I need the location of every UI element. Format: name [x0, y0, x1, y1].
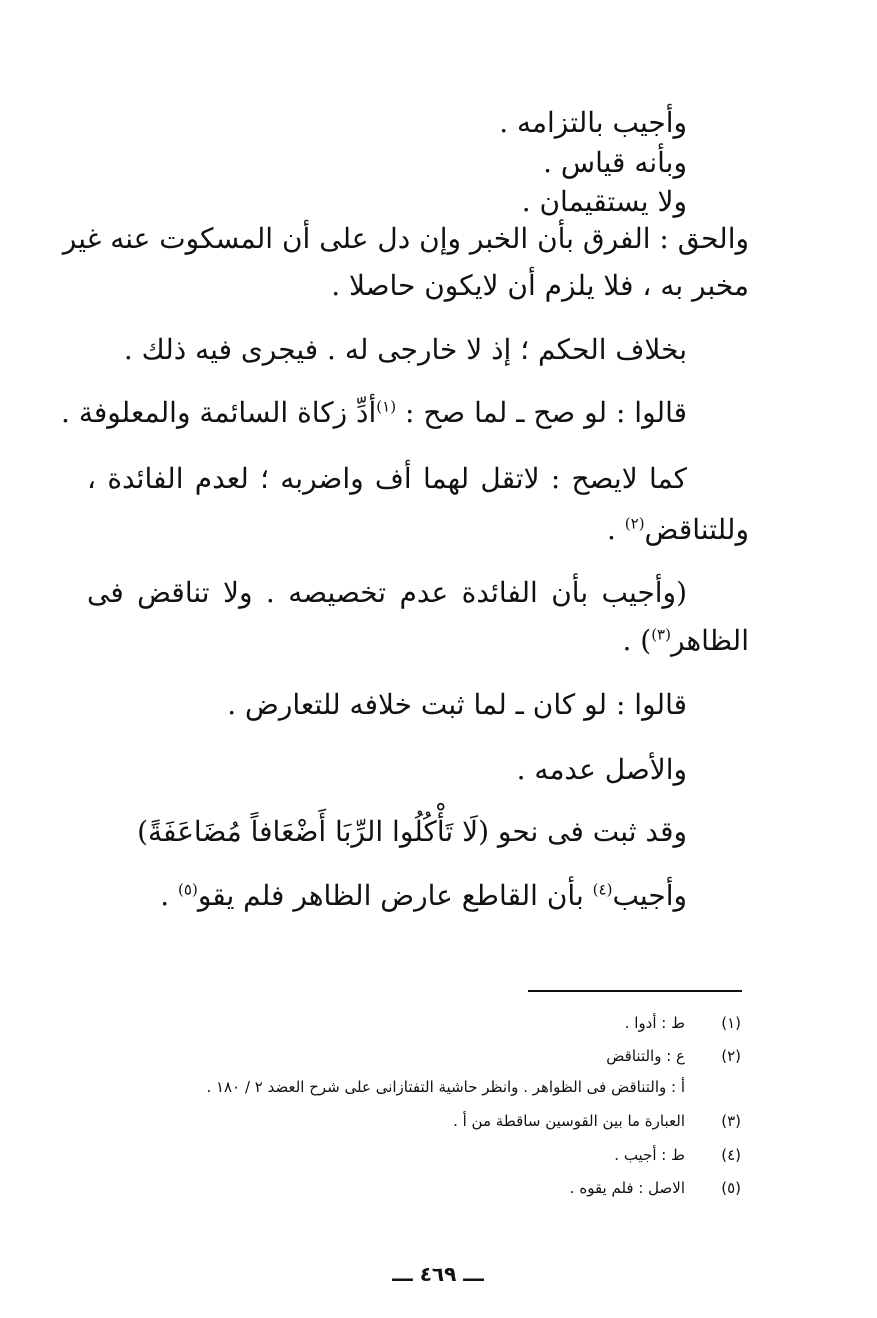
- text-segment: قالوا : لو صح ـ لما صح :: [404, 396, 687, 429]
- text-line: والحق : الفرق بأن الخبر وإن دل على أن المسكوت عنه غير: [62, 222, 749, 255]
- footnote: [141, 1012, 741, 1034]
- footnote-text: أ : والتناقض فى الظواهر . وانظر حاشية التفتازانى على شرح العضد ٢ / ١٨٠ .: [206, 1078, 685, 1096]
- footnote: [141, 1045, 741, 1067]
- text-line: (وأجيب بأن الفائدة عدم تخصيصه . ولا تناقض فى: [87, 576, 687, 609]
- footnote-text: الاصل : فلم يقوه .: [569, 1179, 685, 1197]
- text-line: كما لايصح : لاتقل لهما أف واضربه ؛ لعدم الفائدة ،: [87, 462, 687, 495]
- footnote: [141, 1144, 741, 1166]
- footnote-number: (١): [721, 1014, 741, 1032]
- text-line: [61, 393, 687, 433]
- footnote: [141, 1110, 741, 1132]
- text-segment: وأجيب: [612, 879, 687, 912]
- text-line: [607, 510, 749, 550]
- text-segment: بأن القاطع عارض الظاهر فلم يقو: [197, 879, 593, 912]
- footnote-text: ط : أجيب .: [614, 1146, 685, 1164]
- page-number: ـــ ٤٦٩ ـــ: [392, 1262, 484, 1286]
- footnote-text: ع : والتناقض: [606, 1047, 685, 1065]
- footnote: [81, 1076, 741, 1098]
- footnote-number: (٥): [721, 1179, 741, 1197]
- text-segment: وللتناقض: [644, 513, 749, 546]
- text-segment: ) .: [622, 624, 652, 657]
- footnote-separator: [528, 990, 742, 992]
- text-segment: .: [160, 879, 179, 912]
- text-line: بخلاف الحكم ؛ إذ لا خارجى له . فيجرى فيه ذلك .: [123, 333, 687, 366]
- text-line: [160, 876, 687, 916]
- footnote-number: (٤): [721, 1146, 741, 1164]
- footnote: [141, 1177, 741, 1199]
- text-line: وقد ثبت فى نحو (لَا تَأْكُلُوا الرِّبَا أَضْعَافاً مُضَاعَفَةً): [137, 815, 687, 848]
- text-segment: أدِّ زكاة السائمة والمعلوفة .: [61, 396, 377, 429]
- text-line: والأصل عدمه .: [516, 753, 687, 786]
- text-segment: .: [606, 513, 625, 546]
- footnote-number: (٢): [721, 1047, 741, 1065]
- footnote-marker: (٤): [592, 880, 613, 899]
- footnote-marker: (١): [376, 397, 397, 416]
- text-line: مخبر به ، فلا يلزم أن لايكون حاصلا .: [331, 269, 749, 302]
- footnote-marker: (٥): [178, 880, 198, 899]
- text-line: وأجيب بالتزامه .: [499, 106, 687, 139]
- footnote-marker: (٣): [651, 625, 671, 644]
- footnote-number: (٣): [721, 1112, 741, 1130]
- text-line: [622, 621, 749, 661]
- text-line: قالوا : لو كان ـ لما ثبت خلافه للتعارض .: [227, 688, 687, 721]
- footnote-text: ط : أدوا .: [624, 1014, 685, 1032]
- text-line: وبأنه قياس .: [543, 146, 687, 179]
- footnote-marker: (٢): [624, 514, 645, 533]
- text-segment: الظاهر: [670, 624, 749, 657]
- footnote-text: العبارة ما بين القوسين ساقطة من أ .: [453, 1112, 685, 1130]
- text-line: ولا يستقيمان .: [521, 185, 687, 218]
